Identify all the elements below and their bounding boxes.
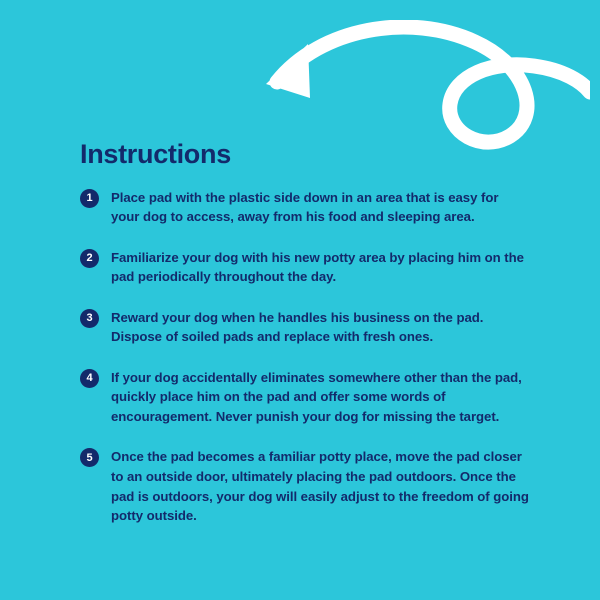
curved-swirl-arrow-icon [260, 20, 590, 160]
list-item [80, 308, 530, 347]
step-text: Familiarize your dog with his new potty area by placing him on the pad periodically throughout the day. [111, 249, 524, 285]
instruction-steps-list [80, 188, 530, 526]
step-number-badge: 1 [80, 189, 99, 208]
page-title: Instructions [80, 139, 231, 169]
list-item [80, 447, 530, 525]
step-number-badge: 4 [80, 369, 99, 388]
step-text: Reward your dog when he handles his business on the pad. Dispose of soiled pads and replace with fresh ones. [111, 309, 484, 345]
instructions-content [80, 140, 530, 526]
step-number-badge: 3 [80, 309, 99, 328]
step-text: If your dog accidentally eliminates somewhere other than the pad, quickly place him on the pad and offer some words of encouragement. Never punish your dog for missing the target. [111, 369, 522, 424]
list-item [80, 188, 530, 227]
step-text: Place pad with the plastic side down in an area that is easy for your dog to access, away from his food and sleeping area. [111, 189, 499, 225]
step-text: Once the pad becomes a familiar potty place, move the pad closer to an outside door, ultimately placing the pad outdoors. Once the pad is outdoors, your dog will easily adjust to the freedom of going potty outside. [111, 449, 529, 524]
list-item [80, 368, 530, 427]
list-item [80, 248, 530, 287]
step-number-badge: 2 [80, 249, 99, 268]
step-number-badge: 5 [80, 448, 99, 467]
